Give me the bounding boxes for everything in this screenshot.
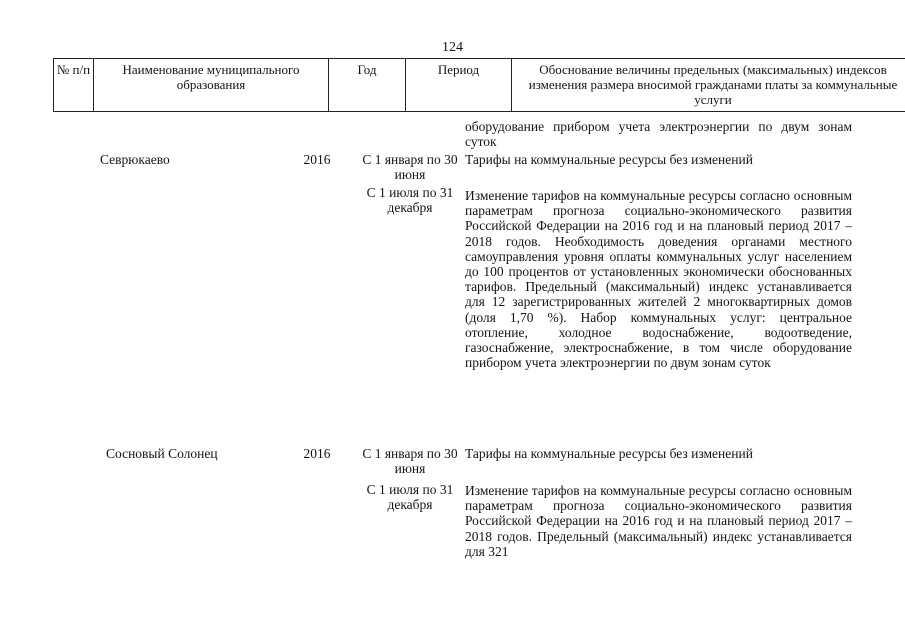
header-col-name: Наименование муниципального образования: [94, 59, 329, 111]
row-name-sevryukaevo: Севрюкаево: [100, 152, 170, 167]
row-reason-second-half: Изменение тарифов на коммунальные ресурсы согласно основным параметрам прогноза социально-экономического развития Российской Федерации на 2016 год и на плановый период 2017 – 2018 годов. Предельный (максимальный) индекс устанавливается для 321: [465, 483, 852, 559]
row-period-second-half: С 1 июля по 31 декабря: [366, 185, 454, 216]
row-reason-first-half: Тарифы на коммунальные ресурсы без изменений: [465, 446, 753, 461]
row-reason-second-half: Изменение тарифов на коммунальные ресурсы согласно основным параметрам прогноза социально-экономического развития Российской Федерации на 2016 год и на плановый период 2017 – 2018 годов. Необходимость доведения органами местного самоуправления уровня оплаты коммунальных услуг населением до 100 процентов от установленных экономически обоснованных тарифов. Предельный (максимальный) индекс устанавливается для 12 зарегистрированных жителей 2 многоквартирных домов (доля 1,70 %). Набор коммунальных услуг: центральное отопление, холодное водоснабжение, водоотведение, газоснабжение, электроснабжение, в том числе оборудование прибором учета электроэнергии по двум зонам суток: [465, 188, 852, 371]
row-period-first-half: С 1 января по 30 июня: [362, 152, 458, 183]
header-col-period: Период: [406, 59, 512, 111]
row-year: 2016: [303, 152, 331, 167]
header-col-year: Год: [329, 59, 406, 111]
table-header: [53, 58, 905, 112]
row-reason-first-half: Тарифы на коммунальные ресурсы без изменений: [465, 152, 753, 167]
header-col-reason: Обоснование величины предельных (максимальных) индексов изменения размера вносимой гражданами платы за коммунальные услуги: [528, 62, 898, 107]
row-period-second-half: С 1 июля по 31 декабря: [366, 482, 454, 513]
page-number: 124: [442, 40, 463, 55]
header-col-number: № п/п: [54, 59, 94, 111]
row-name-sosnovy-solonets: Сосновый Солонец: [106, 446, 218, 461]
row-period-first-half: С 1 января по 30 июня: [362, 446, 458, 477]
row-year: 2016: [303, 446, 331, 461]
continuation-text: оборудование прибором учета электроэнергии по двум зонам суток: [465, 119, 852, 150]
